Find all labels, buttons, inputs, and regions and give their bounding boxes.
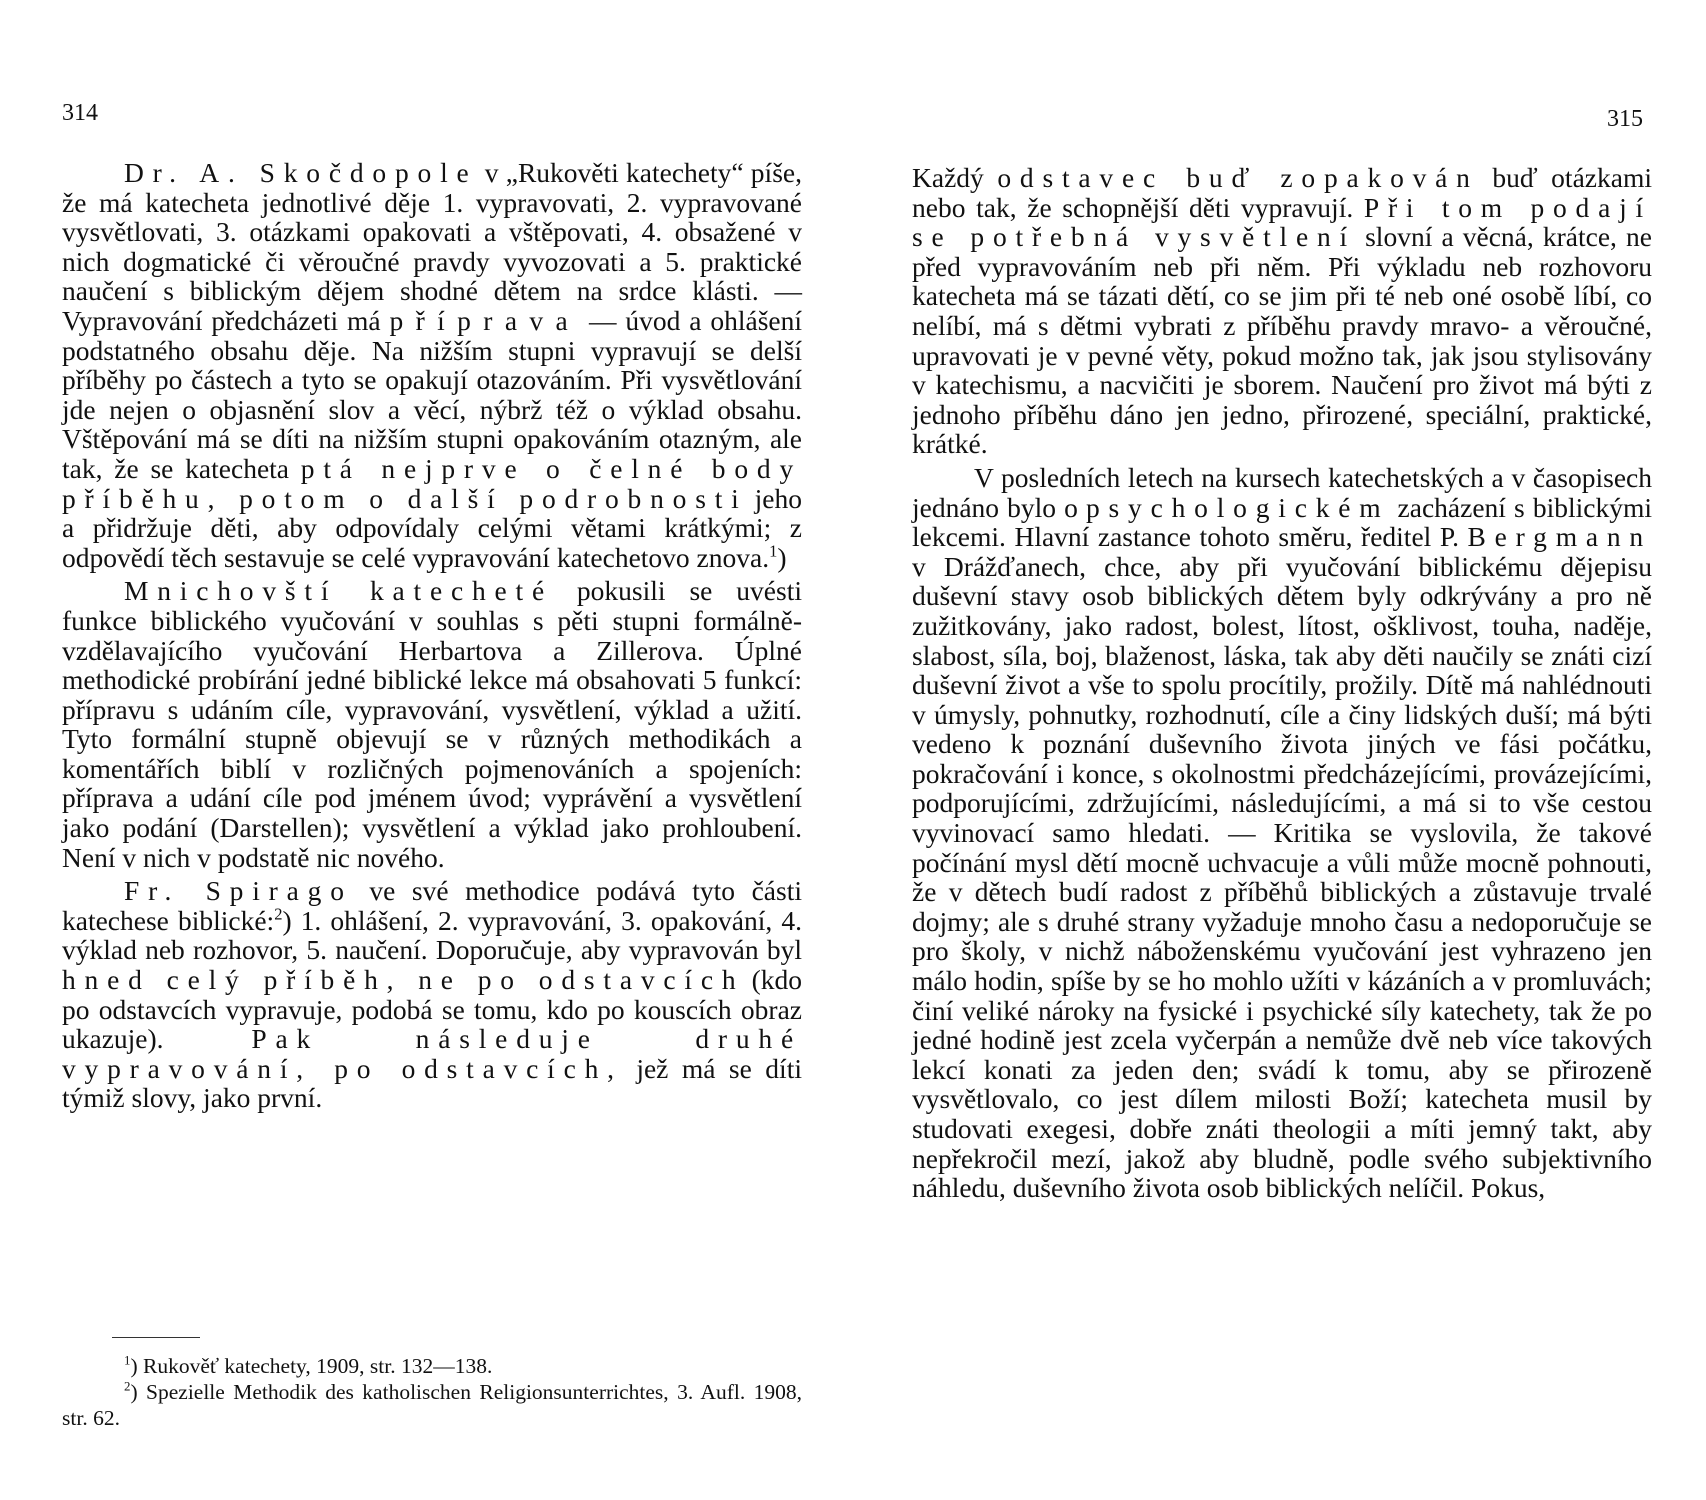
paragraph-text: Každý	[912, 162, 998, 193]
footnote-mark: 1	[124, 1353, 131, 1368]
paragraph-text: v „Rukověti katechety“ píše, že má katecheta jednotlivé děje 1. vypravovati, 2. vypravované vysvětlovati, 3. otázkami opakovati a vštěpovati, 4. obsažené v nich dogmatické či věroučné pravdy vyvozovati a 5. praktické naučení s biblickým dějem shodné dětem na srdce klásti. — Vypravování předcházeti má	[62, 157, 802, 336]
paragraph-text: ve své methodice podává tyto části katechese biblické:	[62, 875, 802, 936]
paragraph-text: jeho a přidržuje děti, aby odpovídaly celými větami krátkými; z odpovědí těch sestavuje se celé vypravování katechetovo znova.	[62, 482, 802, 573]
spaced-emphasis: hned celý příběh, ne po odstavcích	[62, 964, 745, 996]
page-number-right: 315	[1607, 106, 1643, 132]
left-page-text-column	[62, 158, 802, 1113]
paragraph-text: buď otázkami nebo tak, že schopnější děti vypravují.	[912, 162, 1652, 223]
footnote-text: ) Rukověť katechety, 1909, str. 132—138.	[130, 1354, 493, 1378]
paragraph-odstavec	[912, 163, 1652, 459]
footnote-divider	[112, 1337, 200, 1338]
paragraph-text: jež má se díti týmiž slovy, jako první.	[62, 1052, 802, 1114]
spaced-author-name: Bergmann	[1467, 521, 1652, 553]
spaced-emphasis: příprava	[389, 304, 581, 336]
spaced-emphasis: psychologickém	[1086, 491, 1390, 523]
spaced-emphasis: Pak následuje druhé vypravování, po odstavcích,	[62, 1023, 802, 1084]
footnote	[62, 1379, 802, 1431]
paragraph-text: ) 1. ohlášení, 2. vypravování, 3. opakování, 4. výklad neb rozhovor, 5. naučení. Doporučuje, aby vypravován byl	[62, 904, 802, 966]
paragraph-mnichovsti	[62, 576, 802, 872]
paragraph-psychologicke	[912, 463, 1652, 1203]
paragraph-text: pokusili se uvésti funkce biblického vyučování v souhlas s pěti stupni formálně-vzdělavajícího vyučování Herbartova a Zillerova. Úplné methodické probírání jedné biblické lekce má obsahovati 5 funkcí: přípravu s udáním cíle, vypravování, vysvětlení, výklad a užití. Tyto formální stupně objevují se v různých methodikách a komentářích biblí v rozličných pojmenováních a spojeních: příprava a udání cíle pod jménem úvod; vyprávění a vysvětlení jako podání (Darstellen); vysvětlení a výklad jako prohloubení. Není v nich v podstatě nic nového.	[62, 575, 802, 873]
footnote-reference: 2	[274, 904, 283, 924]
footnote	[62, 1353, 802, 1379]
spaced-emphasis: Mnichovští katecheté	[124, 575, 554, 607]
footnote-mark: 2	[124, 1379, 131, 1394]
footnote-reference: 1	[769, 541, 778, 560]
paragraph-text: )	[777, 541, 787, 573]
footnote-text: ) Spezielle Methodik des katholischen Religionsunterrichtes, 3. Aufl. 1908, str. 62.	[62, 1380, 802, 1430]
page-number-left: 314	[62, 100, 98, 126]
spaced-emphasis: Při tom podají se potřebná vysvětlení	[912, 191, 1652, 253]
paragraph-text: zacházení s biblickými lekcemi. Hlavní zastance tohoto směru, ředitel P.	[912, 491, 1652, 553]
paragraph-spirago	[62, 876, 802, 1113]
spaced-emphasis: ptá nejprve o čelné body příběhu, potom o další podrobnosti	[62, 452, 802, 514]
paragraph-text: — úvod a ohlášení podstatného obsahu děje. Na nižším stupni vypravují se delší příběhy po částech a tyto se opakují otazováním. Při vysvětlování jde nejen o objasnění slov a věcí, nýbrž též o výklad obsahu. Vštěpování má se díti na nižším stupni opakováním otazným, ale tak, že se katecheta	[62, 304, 802, 484]
footnotes	[62, 1353, 802, 1431]
paragraph-text: (kdo po odstavcích vypravuje, podobá se tomu, kdo po kouscích obraz ukazuje).	[62, 964, 802, 1055]
spaced-author-name: Dr. A. Skočdopole	[124, 157, 478, 188]
paragraph-text: V posledních letech na kursech katechetských a v časopisech jednáno bylo o	[912, 461, 1652, 523]
paragraph-skocdopole	[62, 158, 802, 572]
spaced-emphasis: odstavec buď zopakován	[997, 162, 1479, 193]
spaced-author-name: Fr. Spirago	[124, 875, 353, 907]
right-page-text-column	[912, 163, 1652, 1203]
paragraph-text: slovní a věcná, krátce, ne před vypravováním neb při něm. Při výkladu neb rozhovoru katecheta má se tázati dětí, co se jim při té neb oné osobě líbí, co nelíbí, má s dětmi vybrati z příběhu pravdy mravo- a věroučné, upravovati je v pevné věty, pokud možno tak, jak jsou stylisovány v katechismu, a nacvičiti je sborem. Naučení pro život má býti z jednoho příběhu dáno jen jedno, přirozené, speciální, praktické, krátké.	[912, 221, 1652, 460]
paragraph-text: v Drážďanech, chce, aby při vyučování biblickému dějepisu duševní stavy osob biblických dětem byly odkrývány a pro ně zužitkovány, jako radost, bolest, lítost, ošklivost, touha, naděje, slabost, síla, boj, blaženost, láska, tak aby děti naučily se znáti cizí duševní život a vše to spolu procítily, prožily. Dítě má nahlédnouti v úmysly, pohnutky, rozhodnutí, cíle a činy lidských duší; má býti vedeno k poznání duševního života jiných ve fási počátku, pokračování i konce, s okolnostmi předcházejícími, provázejícími, podporujícími, zdržujícími, následujícími, a má si to vše cestou vyvinovací samo hledati. — Kritika se vyslovila, že takové počínání mysl dětí mocně uchvacuje a vůli může mocně pohnouti, že v dětech budí radost z příběhů biblických a zůstavuje trvalé dojmy; ale s druhé strany vyžaduje mnoho času a nedoporučuje se pro školy, v nichž náboženskému vyučování jest vyhrazeno jen málo hodin, spíše by se ho mohlo užíti v kázáních a v promluvách; činí veliké nároky na fysické i psychické síly katechety, tak že po jedné hodině jest zcela vyčerpán a nemůže dvě neb více takových lekcí konati za jeden den; svádí k tomu, aby se přirozeně vysvětlovalo, co jest dílem milosti Boží; katecheta musil by studovati exegesi, dobře znáti theologii a míti jemný takt, aby nepřekročil mezí, jakož aby bludně, podle svého subjektivního náhledu, duševního života osob biblických nelíčil. Pokus,	[912, 550, 1652, 1204]
